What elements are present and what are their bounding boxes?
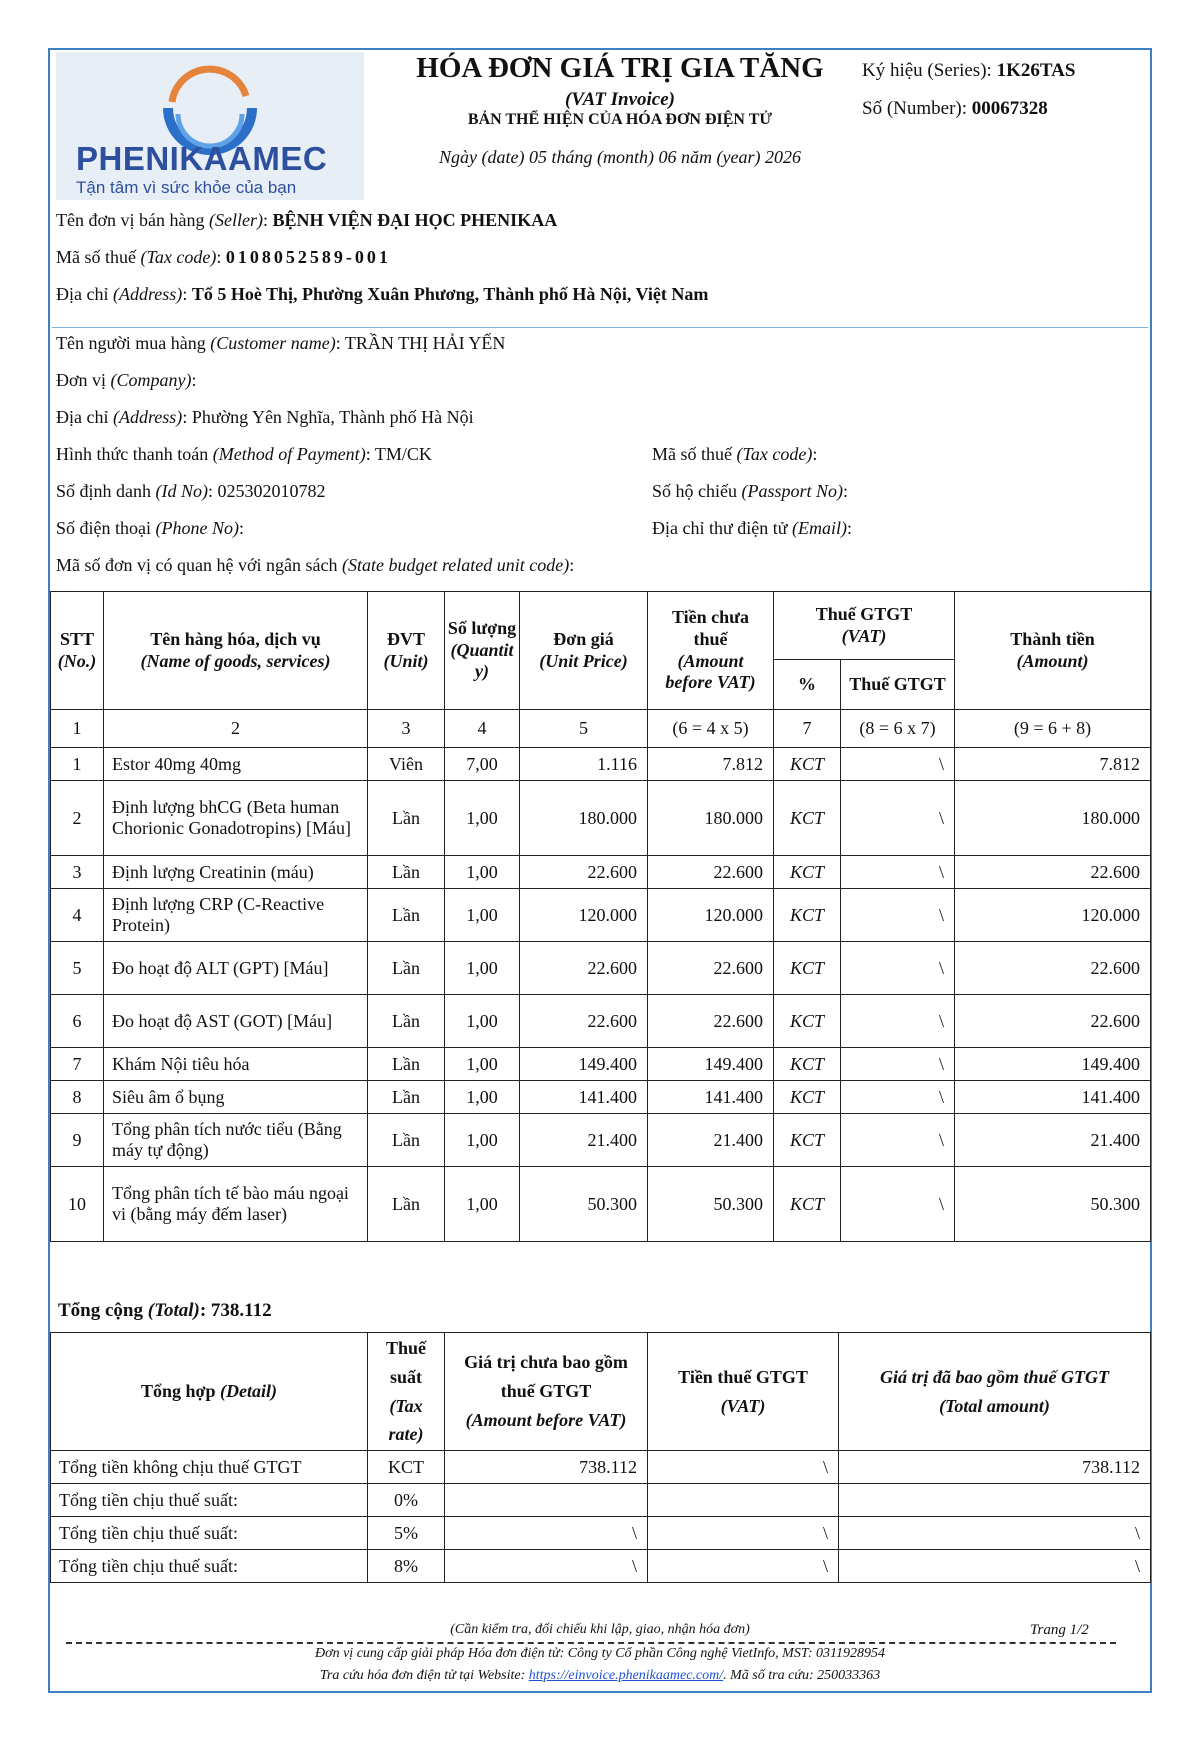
row-vat-amount: \ bbox=[841, 748, 955, 781]
footer-divider bbox=[66, 1642, 1116, 1644]
logo-brand-text: PHENIKAAMEC bbox=[76, 140, 328, 177]
row-unit: Lần bbox=[368, 1167, 445, 1242]
row-price: 21.400 bbox=[520, 1114, 648, 1167]
grand-total-value: 738.112 bbox=[210, 1300, 272, 1321]
row-vat-amount: \ bbox=[841, 781, 955, 856]
col-header-no: STT (No.) bbox=[51, 592, 104, 710]
buyer-id-line: Số định danh (Id No): 025302010782 bbox=[56, 481, 326, 501]
summary-total: \ bbox=[839, 1550, 1151, 1583]
row-total: 50.300 bbox=[955, 1167, 1151, 1242]
goods-table bbox=[50, 591, 1151, 1242]
row-vat-rate: KCT bbox=[774, 856, 841, 889]
row-name: Estor 40mg 40mg bbox=[104, 748, 368, 781]
row-amount-before: 21.400 bbox=[648, 1114, 774, 1167]
col-header-name: Tên hàng hóa, dịch vụ (Name of goods, services) bbox=[104, 592, 368, 710]
payment-method-line: Hình thức thanh toán (Method of Payment): TM/CK bbox=[56, 444, 432, 464]
summary-vat: \ bbox=[648, 1550, 839, 1583]
row-total: 149.400 bbox=[955, 1048, 1151, 1081]
row-price: 141.400 bbox=[520, 1081, 648, 1114]
table-row bbox=[51, 1048, 1151, 1081]
col-header-vat: Thuế GTGT (VAT) bbox=[774, 592, 955, 660]
row-vat-amount: \ bbox=[841, 889, 955, 942]
check-note: (Cần kiểm tra, đối chiếu khi lập, giao, nhận hóa đơn) bbox=[450, 1622, 750, 1637]
row-unit: Lần bbox=[368, 1114, 445, 1167]
seller-address: Tổ 5 Hoè Thị, Phường Xuân Phương, Thành phố Hà Nội, Việt Nam bbox=[191, 284, 709, 304]
summary-rate: KCT bbox=[368, 1451, 445, 1484]
row-no: 5 bbox=[51, 942, 104, 995]
budget-code-line: Mã số đơn vị có quan hệ với ngân sách (State budget related unit code): bbox=[56, 555, 575, 575]
table-row bbox=[51, 856, 1151, 889]
col-header-price: Đơn giá (Unit Price) bbox=[520, 592, 648, 710]
buyer-company-line: Đơn vị (Company): bbox=[56, 370, 197, 390]
col-header-total: Thành tiền (Amount) bbox=[955, 592, 1151, 710]
summary-total: 738.112 bbox=[839, 1451, 1151, 1484]
row-price: 180.000 bbox=[520, 781, 648, 856]
row-qty: 1,00 bbox=[445, 889, 520, 942]
row-unit: Lần bbox=[368, 889, 445, 942]
row-amount-before: 180.000 bbox=[648, 781, 774, 856]
row-unit: Lần bbox=[368, 781, 445, 856]
logo-tagline: Tận tâm vì sức khỏe của bạn bbox=[76, 178, 297, 197]
invoice-date: Ngày (date) 05 tháng (month) 06 năm (year) 2026 bbox=[439, 147, 801, 167]
payment-method: TM/CK bbox=[374, 444, 432, 464]
row-qty: 1,00 bbox=[445, 1048, 520, 1081]
row-no: 6 bbox=[51, 995, 104, 1048]
row-no: 10 bbox=[51, 1167, 104, 1242]
row-vat-amount: \ bbox=[841, 1167, 955, 1242]
row-unit: Viên bbox=[368, 748, 445, 781]
row-qty: 1,00 bbox=[445, 1114, 520, 1167]
table-row bbox=[51, 1081, 1151, 1114]
row-vat-rate: KCT bbox=[774, 1048, 841, 1081]
summary-label: Tổng tiền chịu thuế suất: bbox=[51, 1517, 368, 1550]
buyer-passport-line: Số hộ chiếu (Passport No): bbox=[652, 481, 849, 501]
summary-label: Tổng tiền không chịu thuế GTGT bbox=[51, 1451, 368, 1484]
row-vat-rate: KCT bbox=[774, 1167, 841, 1242]
row-amount-before: 50.300 bbox=[648, 1167, 774, 1242]
summary-header-detail: Tổng hợp (Detail) bbox=[51, 1333, 368, 1451]
row-name: Tổng phân tích tế bào máu ngoại vi (bằng máy đếm laser) bbox=[104, 1167, 368, 1242]
summary-header-total: Giá trị đã bao gồm thuế GTGT (Total amount) bbox=[839, 1333, 1151, 1451]
lookup-note: Tra cứu hóa đơn điện tử tại Website: https://einvoice.phenikaamec.com/. Mã số tra cứu: 250033363 bbox=[319, 1668, 881, 1683]
table-row bbox=[51, 748, 1151, 781]
page-number: Trang 1/2 bbox=[1030, 1622, 1089, 1638]
summary-rate: 0% bbox=[368, 1484, 445, 1517]
row-vat-amount: \ bbox=[841, 995, 955, 1048]
seller-name-line: Tên đơn vị bán hàng (Seller): BỆNH VIỆN ĐẠI HỌC PHENIKAA bbox=[56, 210, 558, 230]
buyer-address: Phường Yên Nghĩa, Thành phố Hà Nội bbox=[191, 407, 474, 427]
lookup-link[interactable]: https://einvoice.phenikaamec.com/ bbox=[528, 1668, 724, 1683]
row-vat-amount: \ bbox=[841, 1048, 955, 1081]
summary-vat: \ bbox=[648, 1451, 839, 1484]
divider bbox=[52, 327, 1148, 328]
row-vat-amount: \ bbox=[841, 856, 955, 889]
summary-header-vat: Tiền thuế GTGT (VAT) bbox=[648, 1333, 839, 1451]
summary-row bbox=[51, 1451, 1151, 1484]
row-unit: Lần bbox=[368, 1081, 445, 1114]
number-line: Số (Number): 00067328 bbox=[862, 98, 1048, 119]
row-amount-before: 120.000 bbox=[648, 889, 774, 942]
number-value: 00067328 bbox=[971, 98, 1048, 119]
row-no: 8 bbox=[51, 1081, 104, 1114]
row-total: 180.000 bbox=[955, 781, 1151, 856]
seller-name: BỆNH VIỆN ĐẠI HỌC PHENIKAA bbox=[272, 210, 558, 230]
row-price: 22.600 bbox=[520, 856, 648, 889]
table-row bbox=[51, 942, 1151, 995]
row-unit: Lần bbox=[368, 942, 445, 995]
row-amount-before: 149.400 bbox=[648, 1048, 774, 1081]
row-name: Đo hoạt độ AST (GOT) [Máu] bbox=[104, 995, 368, 1048]
row-vat-amount: \ bbox=[841, 1114, 955, 1167]
row-total: 7.812 bbox=[955, 748, 1151, 781]
column-index-row: 1 2 3 4 5 (6 = 4 x 5) 7 (8 = 6 x 7) (9 = 6 + 8) bbox=[51, 710, 1151, 748]
row-total: 22.600 bbox=[955, 995, 1151, 1048]
buyer-email-line: Địa chỉ thư điện tử (Email): bbox=[652, 518, 852, 538]
buyer-name: TRẦN THỊ HẢI YẾN bbox=[344, 333, 506, 353]
table-row bbox=[51, 1167, 1151, 1242]
table-row bbox=[51, 995, 1151, 1048]
summary-table bbox=[50, 1332, 1151, 1583]
row-vat-rate: KCT bbox=[774, 995, 841, 1048]
row-amount-before: 22.600 bbox=[648, 942, 774, 995]
row-qty: 1,00 bbox=[445, 856, 520, 889]
buyer-address-line: Địa chỉ (Address): Phường Yên Nghĩa, Thành phố Hà Nội bbox=[56, 407, 474, 427]
row-vat-rate: KCT bbox=[774, 781, 841, 856]
col-header-unit: ĐVT (Unit) bbox=[368, 592, 445, 710]
row-amount-before: 7.812 bbox=[648, 748, 774, 781]
row-qty: 1,00 bbox=[445, 942, 520, 995]
series-value: 1K26TAS bbox=[996, 60, 1076, 81]
row-amount-before: 22.600 bbox=[648, 995, 774, 1048]
row-name: Khám Nội tiêu hóa bbox=[104, 1048, 368, 1081]
summary-total: \ bbox=[839, 1517, 1151, 1550]
summary-row bbox=[51, 1517, 1151, 1550]
row-total: 21.400 bbox=[955, 1114, 1151, 1167]
series-line: Ký hiệu (Series): 1K26TAS bbox=[862, 60, 1076, 81]
row-vat-amount: \ bbox=[841, 942, 955, 995]
summary-before: \ bbox=[445, 1517, 648, 1550]
row-unit: Lần bbox=[368, 995, 445, 1048]
buyer-phone-line: Số điện thoại (Phone No): bbox=[56, 518, 244, 538]
row-no: 7 bbox=[51, 1048, 104, 1081]
col-header-vat-amount: Thuế GTGT bbox=[841, 660, 955, 710]
summary-rate: 8% bbox=[368, 1550, 445, 1583]
row-unit: Lần bbox=[368, 856, 445, 889]
seller-tax-line: Mã số thuế (Tax code): 0108052589-001 bbox=[56, 247, 391, 267]
buyer-tax-line: Mã số thuế (Tax code): bbox=[652, 444, 818, 464]
table-row bbox=[51, 781, 1151, 856]
row-no: 1 bbox=[51, 748, 104, 781]
summary-before bbox=[445, 1484, 648, 1517]
buyer-id: 025302010782 bbox=[217, 481, 326, 501]
row-qty: 7,00 bbox=[445, 748, 520, 781]
table-row bbox=[51, 1114, 1151, 1167]
seller-address-line: Địa chỉ (Address): Tổ 5 Hoè Thị, Phường Xuân Phương, Thành phố Hà Nội, Việt Nam bbox=[56, 284, 709, 304]
col-header-amount-before: Tiền chưa thuế (Amount before VAT) bbox=[648, 592, 774, 710]
summary-before: 738.112 bbox=[445, 1451, 648, 1484]
summary-vat bbox=[648, 1484, 839, 1517]
row-price: 1.116 bbox=[520, 748, 648, 781]
row-total: 120.000 bbox=[955, 889, 1151, 942]
invoice-subtitle-2: BẢN THỂ HIỆN CỦA HÓA ĐƠN ĐIỆN TỬ bbox=[467, 111, 773, 128]
summary-total bbox=[839, 1484, 1151, 1517]
row-qty: 1,00 bbox=[445, 781, 520, 856]
row-no: 4 bbox=[51, 889, 104, 942]
row-vat-rate: KCT bbox=[774, 1081, 841, 1114]
summary-vat: \ bbox=[648, 1517, 839, 1550]
table-row bbox=[51, 889, 1151, 942]
summary-label: Tổng tiền chịu thuế suất: bbox=[51, 1484, 368, 1517]
buyer-name-line: Tên người mua hàng (Customer name): TRẦN THỊ HẢI YẾN bbox=[56, 333, 506, 353]
summary-rate: 5% bbox=[368, 1517, 445, 1550]
row-name: Siêu âm ổ bụng bbox=[104, 1081, 368, 1114]
row-qty: 1,00 bbox=[445, 1081, 520, 1114]
summary-row bbox=[51, 1484, 1151, 1517]
row-unit: Lần bbox=[368, 1048, 445, 1081]
row-no: 9 bbox=[51, 1114, 104, 1167]
row-total: 141.400 bbox=[955, 1081, 1151, 1114]
row-vat-rate: KCT bbox=[774, 748, 841, 781]
row-name: Định lượng bhCG (Beta human Chorionic Gonadotropins) [Máu] bbox=[104, 781, 368, 856]
row-price: 22.600 bbox=[520, 942, 648, 995]
seller-tax: 0108052589-001 bbox=[225, 247, 391, 267]
row-qty: 1,00 bbox=[445, 1167, 520, 1242]
row-total: 22.600 bbox=[955, 942, 1151, 995]
row-vat-rate: KCT bbox=[774, 1114, 841, 1167]
row-price: 120.000 bbox=[520, 889, 648, 942]
row-price: 149.400 bbox=[520, 1048, 648, 1081]
row-vat-rate: KCT bbox=[774, 942, 841, 995]
row-qty: 1,00 bbox=[445, 995, 520, 1048]
row-vat-amount: \ bbox=[841, 1081, 955, 1114]
row-total: 22.600 bbox=[955, 856, 1151, 889]
row-name: Định lượng Creatinin (máu) bbox=[104, 856, 368, 889]
row-price: 50.300 bbox=[520, 1167, 648, 1242]
col-header-vat-pct: % bbox=[774, 660, 841, 710]
summary-before: \ bbox=[445, 1550, 648, 1583]
row-name: Tổng phân tích nước tiểu (Bằng máy tự động) bbox=[104, 1114, 368, 1167]
row-price: 22.600 bbox=[520, 995, 648, 1048]
invoice-subtitle: (VAT Invoice) bbox=[565, 89, 675, 110]
row-amount-before: 141.400 bbox=[648, 1081, 774, 1114]
row-vat-rate: KCT bbox=[774, 889, 841, 942]
provider-note: Đơn vị cung cấp giải pháp Hóa đơn điện tử: Công ty Cổ phần Công nghệ VietInfo, MST: 0311928954 bbox=[315, 1646, 885, 1661]
row-name: Đo hoạt độ ALT (GPT) [Máu] bbox=[104, 942, 368, 995]
row-name: Định lượng CRP (C-Reactive Protein) bbox=[104, 889, 368, 942]
summary-row bbox=[51, 1550, 1151, 1583]
summary-header-rate: Thuế suất (Tax rate) bbox=[368, 1333, 445, 1451]
grand-total: Tổng cộng (Total): 738.112 bbox=[58, 1300, 272, 1321]
row-no: 2 bbox=[51, 781, 104, 856]
company-logo bbox=[56, 52, 364, 200]
col-header-qty: Số lượng (Quantity) bbox=[445, 592, 520, 710]
summary-header-before: Giá trị chưa bao gồm thuế GTGT (Amount before VAT) bbox=[445, 1333, 648, 1451]
row-amount-before: 22.600 bbox=[648, 856, 774, 889]
summary-label: Tổng tiền chịu thuế suất: bbox=[51, 1550, 368, 1583]
row-no: 3 bbox=[51, 856, 104, 889]
invoice-title: HÓA ĐƠN GIÁ TRỊ GIA TĂNG bbox=[416, 52, 824, 84]
